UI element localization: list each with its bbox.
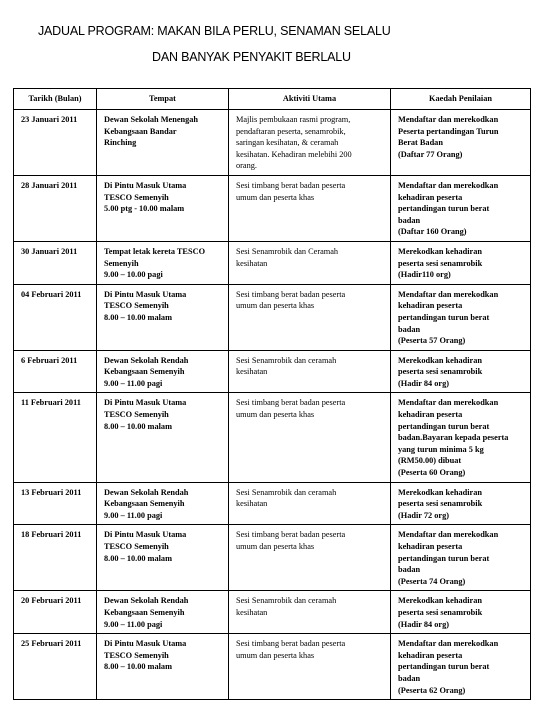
- cell-place: [97, 284, 229, 350]
- cell-evaluation-line: pertandingan turun berat: [398, 421, 490, 431]
- cell-place-line: TESCO Semenyih: [104, 650, 169, 660]
- cell-evaluation-count: (Peserta 60 Orang): [398, 468, 466, 478]
- cell-evaluation-line: peserta sesi senamrobik: [398, 258, 483, 268]
- cell-evaluation-line: badan: [398, 673, 421, 683]
- cell-evaluation-count: (Daftar 77 Orang): [398, 149, 463, 159]
- table-row: [14, 175, 531, 241]
- column-header-date: Tarikh (Bulan): [14, 89, 97, 110]
- cell-activity: [229, 591, 391, 634]
- cell-evaluation-line: kehadiran peserta: [398, 650, 463, 660]
- cell-activity-line: Sesi timbang berat badan peserta: [236, 639, 346, 649]
- document-title-line-2: DAN BANYAK PENYAKIT BERLALU: [152, 50, 351, 64]
- cell-place-line: 8.00 – 10.00 malam: [104, 312, 172, 322]
- table-body: [14, 110, 531, 700]
- cell-activity: [229, 284, 391, 350]
- cell-evaluation-line: (RM50.00) dibuat: [398, 456, 462, 466]
- cell-evaluation-line: kehadiran peserta: [398, 301, 463, 311]
- cell-date: 25 Februari 2011: [14, 634, 97, 700]
- cell-activity-line: kesihatan. Kehadiran melebihi 200: [236, 149, 352, 159]
- cell-evaluation-line: Mendaftar dan merekodkan: [398, 115, 499, 124]
- cell-place-line: 9.00 – 10.00 pagi: [104, 270, 163, 280]
- cell-place-line: Di Pintu Masuk Utama: [104, 639, 187, 649]
- cell-place-line: Kebangsaan Bandar: [104, 126, 177, 136]
- cell-activity: [229, 482, 391, 525]
- cell-place-line: TESCO Semenyih: [104, 410, 169, 420]
- cell-evaluation-line: Merekodkan kehadiran: [398, 487, 482, 497]
- table-row: [14, 634, 531, 700]
- cell-place-line: 8.00 – 10.00 malam: [104, 553, 172, 563]
- cell-place-line: 8.00 – 10.00 malam: [104, 421, 172, 431]
- document-title-line-1: JADUAL PROGRAM: MAKAN BILA PERLU, SENAMAN SELALU: [38, 24, 391, 38]
- cell-evaluation-line: Mendaftar dan merekodkan: [398, 639, 499, 649]
- cell-evaluation-line: Mendaftar dan merekodkan: [398, 180, 499, 190]
- cell-activity-line: kesihatan: [236, 367, 268, 377]
- cell-evaluation-line: badan: [398, 565, 421, 575]
- cell-activity-line: umum dan peserta khas: [236, 301, 315, 311]
- cell-place-line: Di Pintu Masuk Utama: [104, 530, 187, 540]
- cell-place: [97, 591, 229, 634]
- cell-evaluation-line: kehadiran peserta: [398, 192, 463, 202]
- cell-date: 20 Februari 2011: [14, 591, 97, 634]
- cell-evaluation: [391, 284, 531, 350]
- cell-evaluation-line: Peserta pertandingan Turun: [398, 126, 499, 136]
- cell-evaluation-line: peserta sesi senamrobik: [398, 367, 483, 377]
- cell-activity-line: Sesi timbang berat badan peserta: [236, 180, 346, 190]
- cell-place-line: 9.00 – 11.00 pagi: [104, 619, 163, 629]
- cell-activity-line: Sesi Senamrobik dan Ceramah: [236, 246, 339, 256]
- cell-date: 6 Februari 2011: [14, 350, 97, 393]
- cell-activity-line: orang.: [236, 161, 257, 171]
- cell-date: 28 Januari 2011: [14, 175, 97, 241]
- cell-activity: [229, 393, 391, 482]
- table-row: [14, 284, 531, 350]
- cell-evaluation: [391, 591, 531, 634]
- cell-evaluation-count: (Peserta 57 Orang): [398, 336, 466, 346]
- cell-evaluation-count: (Peserta 62 Orang): [398, 685, 466, 695]
- table-row: [14, 482, 531, 525]
- cell-activity-line: Sesi timbang berat badan peserta: [236, 398, 346, 408]
- cell-evaluation: [391, 175, 531, 241]
- cell-activity-line: pendaftaran peserta, senamrobik,: [236, 126, 346, 136]
- cell-evaluation-line: peserta sesi senamrobik: [398, 499, 483, 509]
- cell-activity-line: kesihatan: [236, 258, 268, 268]
- cell-evaluation-line: Merekodkan kehadiran: [398, 355, 482, 365]
- cell-place-line: 9.00 – 11.00 pagi: [104, 378, 163, 388]
- program-schedule-table: [13, 88, 531, 700]
- cell-evaluation-line: Mendaftar dan merekodkan: [398, 398, 499, 408]
- cell-evaluation-line: kehadiran peserta: [398, 410, 463, 420]
- cell-place-line: TESCO Semenyih: [104, 301, 169, 311]
- cell-activity: [229, 175, 391, 241]
- cell-place: [97, 110, 229, 176]
- cell-evaluation-count: (Hadir110 org): [398, 270, 451, 280]
- table-row: [14, 393, 531, 482]
- cell-place: [97, 393, 229, 482]
- cell-activity-line: kesihatan: [236, 499, 268, 509]
- cell-activity-line: Sesi Senamrobik dan ceramah: [236, 487, 337, 497]
- cell-evaluation: [391, 634, 531, 700]
- cell-place-line: Dewan Sekolah Rendah: [104, 487, 189, 497]
- cell-evaluation: [391, 393, 531, 482]
- cell-place-line: Kebangsaan Semenyih: [104, 607, 185, 617]
- cell-evaluation-line: Berat Badan: [398, 138, 443, 148]
- cell-place-line: Di Pintu Masuk Utama: [104, 180, 187, 190]
- cell-place: [97, 241, 229, 284]
- column-header-evaluation: Kaedah Penilaian: [391, 89, 531, 110]
- cell-date: 11 Februari 2011: [14, 393, 97, 482]
- table-row: [14, 350, 531, 393]
- cell-place-line: Tempat letak kereta TESCO: [104, 246, 206, 256]
- cell-date: 04 Februari 2011: [14, 284, 97, 350]
- cell-activity-line: Sesi timbang berat badan peserta: [236, 289, 346, 299]
- cell-evaluation-line: peserta sesi senamrobik: [398, 607, 483, 617]
- cell-evaluation-line: badan: [398, 215, 421, 225]
- cell-evaluation: [391, 110, 531, 176]
- cell-activity-line: Majlis pembukaan rasmi program,: [236, 115, 351, 124]
- cell-place-line: Rinching: [104, 138, 137, 148]
- cell-evaluation-count: (Daftar 160 Orang): [398, 227, 467, 237]
- cell-evaluation-line: badan.Bayaran kepada peserta: [398, 433, 509, 443]
- cell-evaluation-line: yang turun minima 5 kg: [398, 444, 484, 454]
- cell-evaluation-count: (Peserta 74 Orang): [398, 576, 466, 586]
- cell-date: 13 Februari 2011: [14, 482, 97, 525]
- table-row: [14, 110, 531, 176]
- cell-date: 23 Januari 2011: [14, 110, 97, 176]
- cell-evaluation-count: (Hadir 84 org): [398, 619, 450, 629]
- cell-evaluation-line: pertandingan turun berat: [398, 312, 490, 322]
- table-row: [14, 241, 531, 284]
- cell-evaluation-line: pertandingan turun berat: [398, 204, 490, 214]
- cell-evaluation-line: Merekodkan kehadiran: [398, 246, 482, 256]
- cell-activity-line: Sesi Senamrobik dan ceramah: [236, 596, 337, 606]
- cell-activity-line: saringan kesihatan, & ceramah: [236, 138, 339, 148]
- cell-activity: [229, 525, 391, 591]
- cell-evaluation-line: kehadiran peserta: [398, 542, 463, 551]
- cell-place-line: Di Pintu Masuk Utama: [104, 289, 187, 299]
- cell-place-line: TESCO Semenyih: [104, 192, 169, 202]
- cell-activity: [229, 634, 391, 700]
- cell-place: [97, 175, 229, 241]
- cell-place-line: Kebangsaan Semenyih: [104, 499, 185, 509]
- cell-evaluation: [391, 241, 531, 284]
- cell-activity: [229, 241, 391, 284]
- cell-place-line: Dewan Sekolah Rendah: [104, 355, 189, 365]
- cell-activity-line: kesihatan: [236, 607, 268, 617]
- cell-activity-line: umum dan peserta khas: [236, 650, 315, 660]
- cell-evaluation-line: badan: [398, 324, 421, 334]
- cell-place: [97, 525, 229, 591]
- column-header-place: Tempat: [97, 89, 229, 110]
- cell-evaluation-line: Mendaftar dan merekodkan: [398, 289, 499, 299]
- cell-date: 30 Januari 2011: [14, 241, 97, 284]
- cell-evaluation: [391, 525, 531, 591]
- cell-activity-line: Sesi timbang berat badan peserta: [236, 530, 346, 540]
- cell-activity-line: Sesi Senamrobik dan ceramah: [236, 355, 337, 365]
- table-row: [14, 591, 531, 634]
- cell-place-line: Semenyih: [104, 258, 139, 268]
- cell-evaluation-line: Merekodkan kehadiran: [398, 596, 482, 606]
- cell-place-line: Kebangsaan Semenyih: [104, 367, 185, 377]
- cell-evaluation-count: (Hadir 84 org): [398, 378, 450, 388]
- cell-activity-line: umum dan peserta khas: [236, 192, 315, 202]
- cell-evaluation: [391, 482, 531, 525]
- cell-place-line: 8.00 – 10.00 malam: [104, 662, 172, 672]
- cell-date: 18 Februari 2011: [14, 525, 97, 591]
- cell-activity-line: umum dan peserta khas: [236, 542, 315, 551]
- table-row: [14, 525, 531, 591]
- cell-activity: [229, 110, 391, 176]
- cell-evaluation-line: Mendaftar dan merekodkan: [398, 530, 499, 540]
- cell-place: [97, 350, 229, 393]
- cell-place: [97, 634, 229, 700]
- cell-place-line: Dewan Sekolah Menengah: [104, 115, 199, 124]
- column-header-activity: Aktiviti Utama: [229, 89, 391, 110]
- cell-place-line: 9.00 – 11.00 pagi: [104, 510, 163, 520]
- cell-evaluation-count: (Hadir 72 org): [398, 510, 450, 520]
- cell-activity: [229, 350, 391, 393]
- cell-place-line: TESCO Semenyih: [104, 542, 169, 551]
- cell-place: [97, 482, 229, 525]
- cell-evaluation-line: pertandingan turun berat: [398, 553, 490, 563]
- cell-evaluation-line: pertandingan turun berat: [398, 662, 490, 672]
- cell-place-line: Dewan Sekolah Rendah: [104, 596, 189, 606]
- cell-place-line: Di Pintu Masuk Utama: [104, 398, 187, 408]
- cell-activity-line: umum dan peserta khas: [236, 410, 315, 420]
- cell-evaluation: [391, 350, 531, 393]
- cell-place-line: 5.00 ptg - 10.00 malam: [104, 204, 185, 214]
- table-header-row: [14, 89, 531, 110]
